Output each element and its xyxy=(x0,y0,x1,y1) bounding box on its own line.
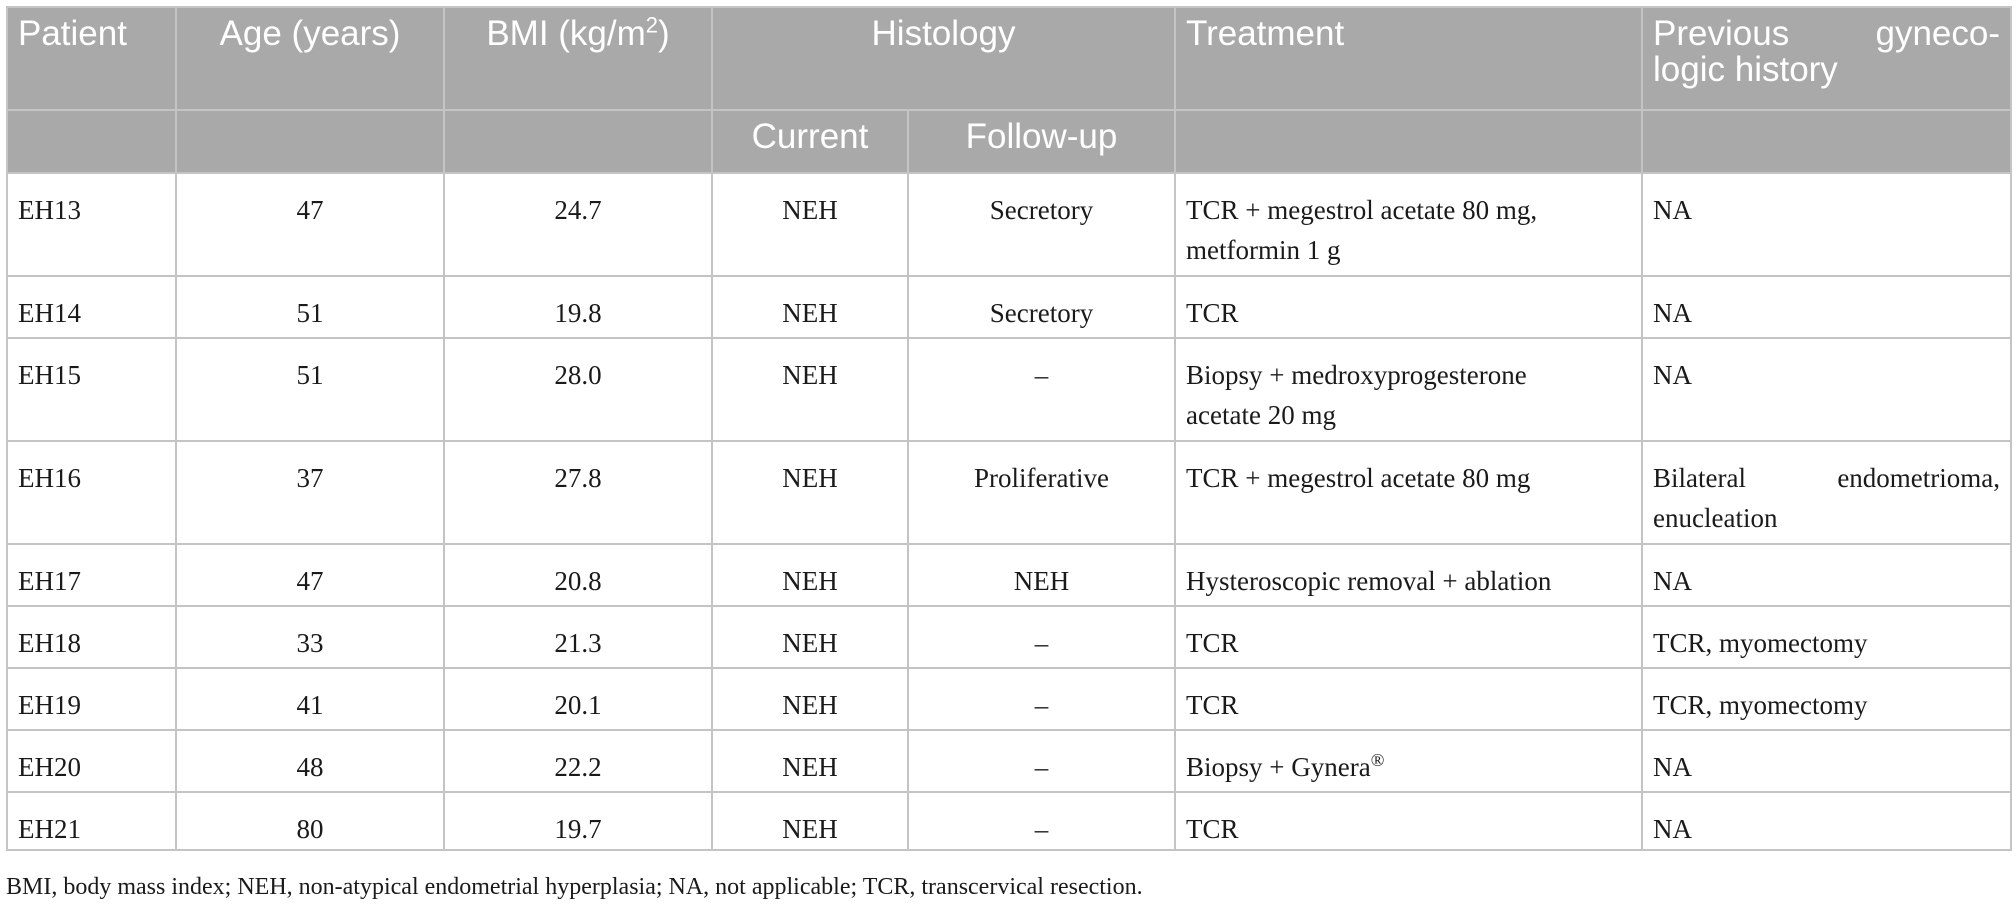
patient-characteristics-table xyxy=(6,6,2012,851)
cell-bmi: 20.8 xyxy=(444,544,712,606)
bmi-label-end: ) xyxy=(658,14,670,53)
col-header-histology: Histology xyxy=(712,7,1175,110)
cell-bmi: 27.8 xyxy=(444,441,712,544)
table-row xyxy=(7,544,2011,606)
col-header-previous-history xyxy=(1642,7,2011,110)
cell-current: NEH xyxy=(712,276,908,338)
cell-history xyxy=(1642,441,2011,544)
registered-mark: ® xyxy=(1370,750,1385,770)
cell-age: 51 xyxy=(176,276,444,338)
cell-current: NEH xyxy=(712,544,908,606)
cell-followup: NEH xyxy=(908,544,1175,606)
subheader-row xyxy=(7,110,2011,173)
cell-bmi: 19.7 xyxy=(444,792,712,850)
cell-followup: – xyxy=(908,606,1175,668)
cell-current: NEH xyxy=(712,338,908,441)
cell-treatment: TCR xyxy=(1175,792,1642,850)
cell-age: 47 xyxy=(176,544,444,606)
cell-current: NEH xyxy=(712,668,908,730)
col-header-treatment: Treatment xyxy=(1175,7,1642,110)
cell-bmi: 20.1 xyxy=(444,668,712,730)
cell-patient: EH13 xyxy=(7,173,176,276)
cell-age: 33 xyxy=(176,606,444,668)
history-line2: enucleation xyxy=(1653,503,1778,533)
cell-history: TCR, myomectomy xyxy=(1642,606,2011,668)
treatment-line2: acetate 20 mg xyxy=(1186,400,1336,430)
table-row xyxy=(7,730,2011,792)
cell-patient: EH19 xyxy=(7,668,176,730)
cell-current: NEH xyxy=(712,730,908,792)
cell-followup: – xyxy=(908,730,1175,792)
cell-age: 51 xyxy=(176,338,444,441)
cell-followup: – xyxy=(908,792,1175,850)
subheader-empty xyxy=(176,110,444,173)
cell-age: 37 xyxy=(176,441,444,544)
cell-patient: EH17 xyxy=(7,544,176,606)
cell-history: NA xyxy=(1642,173,2011,276)
subheader-empty xyxy=(444,110,712,173)
cell-patient: EH16 xyxy=(7,441,176,544)
cell-bmi: 24.7 xyxy=(444,173,712,276)
cell-age: 41 xyxy=(176,668,444,730)
subheader-empty xyxy=(7,110,176,173)
cell-patient: EH14 xyxy=(7,276,176,338)
previous-history-line2: logic history xyxy=(1653,50,1838,89)
table-row xyxy=(7,441,2011,544)
cell-patient: EH15 xyxy=(7,338,176,441)
subheader-empty xyxy=(1175,110,1642,173)
cell-current: NEH xyxy=(712,441,908,544)
col-header-bmi xyxy=(444,7,712,110)
cell-bmi: 22.2 xyxy=(444,730,712,792)
table-row xyxy=(7,792,2011,850)
bmi-label: BMI (kg/m xyxy=(486,14,646,53)
cell-followup: Secretory xyxy=(908,276,1175,338)
previous-history-line1: Previous gyneco- xyxy=(1653,14,2001,53)
table-row xyxy=(7,338,2011,441)
table-row xyxy=(7,606,2011,668)
col-header-age: Age (years) xyxy=(176,7,444,110)
cell-treatment: TCR xyxy=(1175,276,1642,338)
subheader-empty xyxy=(1642,110,2011,173)
cell-patient: EH20 xyxy=(7,730,176,792)
cell-current: NEH xyxy=(712,173,908,276)
table-row xyxy=(7,276,2011,338)
header-row xyxy=(7,7,2011,110)
col-header-followup: Follow-up xyxy=(908,110,1175,173)
cell-treatment: TCR xyxy=(1175,606,1642,668)
cell-history: NA xyxy=(1642,276,2011,338)
cell-current: NEH xyxy=(712,606,908,668)
cell-age: 80 xyxy=(176,792,444,850)
cell-bmi: 19.8 xyxy=(444,276,712,338)
cell-treatment: TCR xyxy=(1175,668,1642,730)
cell-treatment: TCR + megestrol acetate 80 mg xyxy=(1175,441,1642,544)
treatment-line2: metformin 1 g xyxy=(1186,235,1341,265)
cell-bmi: 21.3 xyxy=(444,606,712,668)
cell-followup: Secretory xyxy=(908,173,1175,276)
cell-treatment xyxy=(1175,730,1642,792)
cell-history: NA xyxy=(1642,730,2011,792)
col-header-patient: Patient xyxy=(7,7,176,110)
cell-history: TCR, myomectomy xyxy=(1642,668,2011,730)
cell-followup: – xyxy=(908,668,1175,730)
cell-followup: – xyxy=(908,338,1175,441)
col-header-current: Current xyxy=(712,110,908,173)
history-line1: Bilateral endometrioma, xyxy=(1653,463,2001,493)
table-row xyxy=(7,668,2011,730)
bmi-superscript: 2 xyxy=(645,12,659,38)
cell-treatment xyxy=(1175,338,1642,441)
table-footnote: BMI, body mass index; NEH, non-atypical endometrial hyperplasia; NA, not applicable; TCR, transcervical resection. xyxy=(6,874,1143,900)
cell-patient: EH21 xyxy=(7,792,176,850)
cell-age: 47 xyxy=(176,173,444,276)
table-row xyxy=(7,173,2011,276)
treatment-text: Biopsy + Gynera xyxy=(1186,752,1371,782)
cell-history: NA xyxy=(1642,338,2011,441)
cell-current: NEH xyxy=(712,792,908,850)
cell-age: 48 xyxy=(176,730,444,792)
cell-followup: Proliferative xyxy=(908,441,1175,544)
cell-history: NA xyxy=(1642,792,2011,850)
cell-treatment xyxy=(1175,173,1642,276)
cell-bmi: 28.0 xyxy=(444,338,712,441)
cell-treatment: Hysteroscopic removal + ablation xyxy=(1175,544,1642,606)
treatment-line1: TCR + megestrol acetate 80 mg, xyxy=(1186,195,1538,225)
cell-patient: EH18 xyxy=(7,606,176,668)
treatment-line1: Biopsy + medroxyprogesterone xyxy=(1186,360,1527,390)
cell-history: NA xyxy=(1642,544,2011,606)
